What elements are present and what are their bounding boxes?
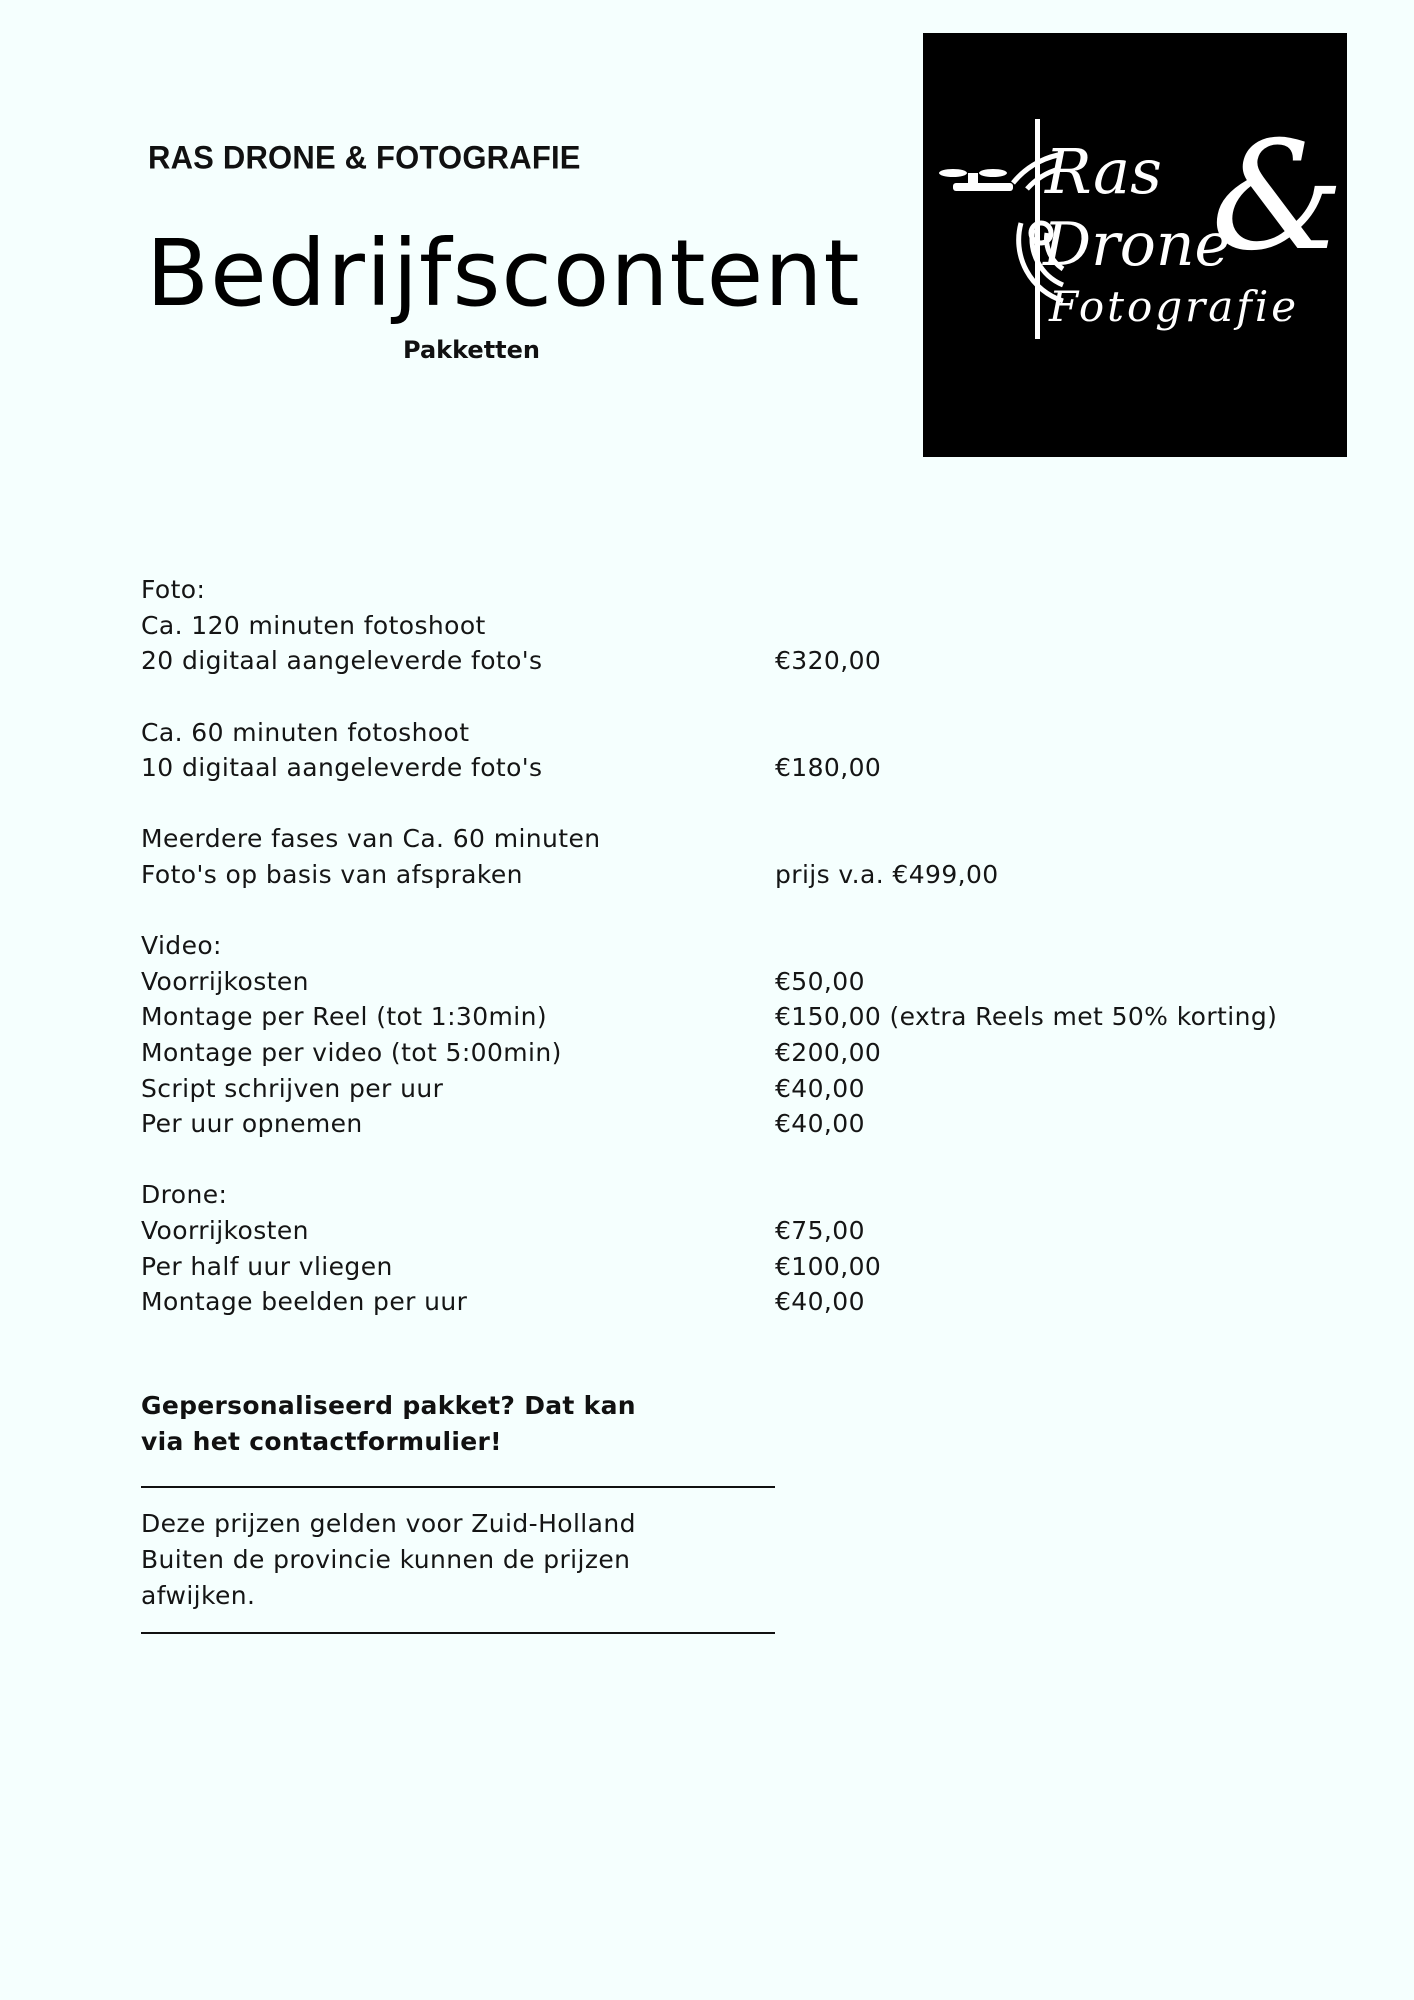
price-row (141, 643, 1341, 679)
price-row (141, 608, 1341, 644)
price-row (141, 1070, 1341, 1106)
price-row (141, 1035, 1341, 1071)
price-label: Montage per video (tot 5:00min) (141, 1038, 562, 1068)
price-label: Meerdere fases van Ca. 60 minuten (141, 824, 601, 854)
logo-ampersand: & (1211, 110, 1345, 284)
price-row (141, 1248, 1341, 1284)
page-title: Bedrijfscontent (146, 220, 861, 327)
price-label: Ca. 120 minuten fotoshoot (141, 610, 486, 640)
price-row (141, 1284, 1341, 1320)
price-label: Montage per Reel (tot 1:30min) (141, 1002, 548, 1032)
disclaimer-line: Buiten de provincie kunnen de prijzen (141, 1545, 631, 1574)
price-row (141, 750, 1341, 786)
brand-logo (923, 33, 1347, 457)
logo-divider (1035, 119, 1040, 339)
divider-bottom (141, 1632, 775, 1634)
logo-text-drone: Drone (1043, 210, 1231, 280)
price-label: Foto's op basis van afspraken (141, 860, 523, 890)
price-value: €200,00 (775, 1038, 882, 1068)
section-heading-video: Video: (141, 931, 222, 961)
price-row (141, 964, 1341, 1000)
note-line: via het contactformulier! (141, 1427, 502, 1456)
price-row (141, 857, 1341, 893)
divider-top (141, 1486, 775, 1488)
price-value: €180,00 (775, 753, 882, 783)
price-label: Ca. 60 minuten fotoshoot (141, 717, 470, 747)
disclaimer-line: Deze prijzen gelden voor Zuid-Holland (141, 1509, 636, 1538)
price-value: €50,00 (775, 966, 865, 996)
price-row (141, 1213, 1341, 1249)
logo-graphic (923, 33, 1347, 457)
disclaimer-line: afwijken. (141, 1581, 256, 1610)
price-label: Voorrijkosten (141, 966, 309, 996)
price-value: €75,00 (775, 1215, 865, 1245)
price-row (141, 821, 1341, 857)
section-heading-drone: Drone: (141, 1180, 228, 1210)
price-label: 10 digitaal aangeleverde foto's (141, 753, 543, 783)
price-value: €40,00 (775, 1109, 865, 1139)
price-row (141, 1106, 1341, 1142)
price-row (141, 714, 1341, 750)
price-disclaimer (141, 1506, 636, 1614)
price-label: Per uur opnemen (141, 1109, 363, 1139)
price-label: Per half uur vliegen (141, 1251, 393, 1281)
price-value: prijs v.a. €499,00 (775, 860, 999, 890)
drone-propeller-icon (939, 169, 1013, 191)
price-row (141, 999, 1341, 1035)
price-label: Script schrijven per uur (141, 1073, 444, 1103)
price-value: €40,00 (775, 1073, 865, 1103)
price-value: €150,00 (extra Reels met 50% korting) (775, 1002, 1278, 1032)
page-subtitle: Pakketten (403, 336, 541, 364)
note-line: Gepersonaliseerd pakket? Dat kan (141, 1391, 636, 1420)
price-label: Montage beelden per uur (141, 1287, 468, 1317)
price-list (141, 572, 1341, 1319)
price-value: €320,00 (775, 646, 882, 676)
logo-text-ras: Ras (1045, 135, 1162, 208)
price-label: 20 digitaal aangeleverde foto's (141, 646, 543, 676)
custom-package-note (141, 1388, 636, 1460)
logo-text-fotografie: Fotografie (1049, 282, 1300, 331)
price-value: €100,00 (775, 1251, 882, 1281)
price-value: €40,00 (775, 1287, 865, 1317)
price-label: Voorrijkosten (141, 1215, 309, 1245)
section-heading-foto: Foto: (141, 575, 206, 605)
company-name: RAS DRONE & FOTOGRAFIE (148, 139, 581, 176)
